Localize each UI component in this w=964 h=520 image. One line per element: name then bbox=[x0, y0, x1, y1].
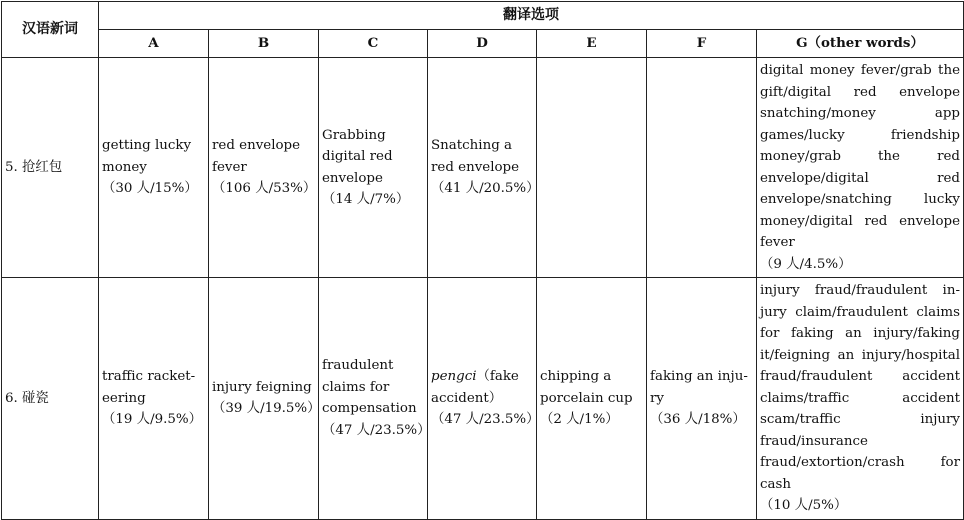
header-term-column: 汉语新词 bbox=[2, 2, 99, 58]
option-cell-a bbox=[99, 278, 209, 520]
option-count: （106 人/53%） bbox=[212, 181, 317, 197]
option-count: （47 人/23.5%） bbox=[431, 412, 540, 427]
other-words-cell bbox=[757, 58, 964, 278]
option-text: faking an injury bbox=[650, 369, 748, 406]
option-text-italic: pengci bbox=[431, 369, 477, 384]
option-text: getting lucky money bbox=[102, 138, 192, 175]
option-text: traffic racketeering bbox=[102, 369, 196, 406]
option-cell-e bbox=[537, 278, 647, 520]
term-cell: 6. 碰瓷 bbox=[2, 278, 99, 520]
option-cell-b bbox=[209, 278, 319, 520]
option-count: （19 人/9.5%） bbox=[102, 412, 202, 427]
other-words-cell bbox=[757, 278, 964, 520]
option-text: red envelope fever bbox=[212, 138, 301, 175]
option-count: （41 人/20.5%） bbox=[431, 181, 540, 197]
header-translation-options: 翻译选项 bbox=[99, 2, 964, 30]
option-cell-e bbox=[537, 58, 647, 278]
other-words-text: injury fraud/fraudulent injury claim/fraudulent claims for faking an injury/faking it/feigning an injury/hospital fraud/fraudulent accident claims/traffic accident scam/traffic injury fraud/insurance fraud/extortion/crash for cash bbox=[760, 283, 960, 492]
header-col-e: E bbox=[537, 30, 647, 58]
option-cell-f bbox=[647, 58, 757, 278]
option-cell-d bbox=[428, 58, 540, 278]
table-row bbox=[2, 58, 964, 278]
header-col-a: A bbox=[99, 30, 209, 58]
option-text: fraudulent claims for compensation bbox=[322, 358, 417, 417]
option-count: （14 人/7%） bbox=[322, 192, 410, 207]
header-col-g: G（other words） bbox=[757, 30, 964, 58]
option-cell-b bbox=[209, 58, 319, 278]
header-col-b: B bbox=[209, 30, 319, 58]
term-cell: 5. 抢红包 bbox=[2, 58, 99, 278]
option-count: （36 人/18%） bbox=[650, 412, 746, 427]
option-count: （2 人/1%） bbox=[540, 412, 619, 427]
option-cell-c bbox=[319, 58, 428, 278]
option-text: Grabbing digital red envelope bbox=[322, 127, 393, 186]
header-col-f: F bbox=[647, 30, 757, 58]
translation-options-table bbox=[1, 1, 964, 520]
option-text: chipping a porcelain cup bbox=[540, 369, 633, 406]
option-cell-d bbox=[428, 278, 540, 520]
option-count: （30 人/15%） bbox=[102, 181, 198, 197]
option-text: Snatching a red envelope bbox=[431, 138, 520, 175]
option-cell-a bbox=[99, 58, 209, 278]
header-col-d: D bbox=[428, 30, 537, 58]
table-row bbox=[2, 278, 964, 520]
option-count: （47 人/23.5%） bbox=[322, 422, 431, 438]
header-col-c: C bbox=[319, 30, 428, 58]
option-count: （39 人/19.5%） bbox=[212, 401, 321, 417]
option-text: （fake accident） bbox=[431, 369, 519, 406]
option-cell-c bbox=[319, 278, 431, 520]
other-words-text: digital money fever/grab the gift/digital red envelope snatching/money app games/lucky friendship money/grab the red envelope/digital red envelope/snatching lucky money/digital red envelope fever bbox=[760, 63, 960, 250]
option-cell-f bbox=[647, 278, 757, 520]
other-words-count: （10 人/5%） bbox=[760, 498, 848, 513]
other-words-count: （9 人/4.5%） bbox=[760, 256, 852, 272]
option-text: injury feigning bbox=[212, 379, 312, 395]
